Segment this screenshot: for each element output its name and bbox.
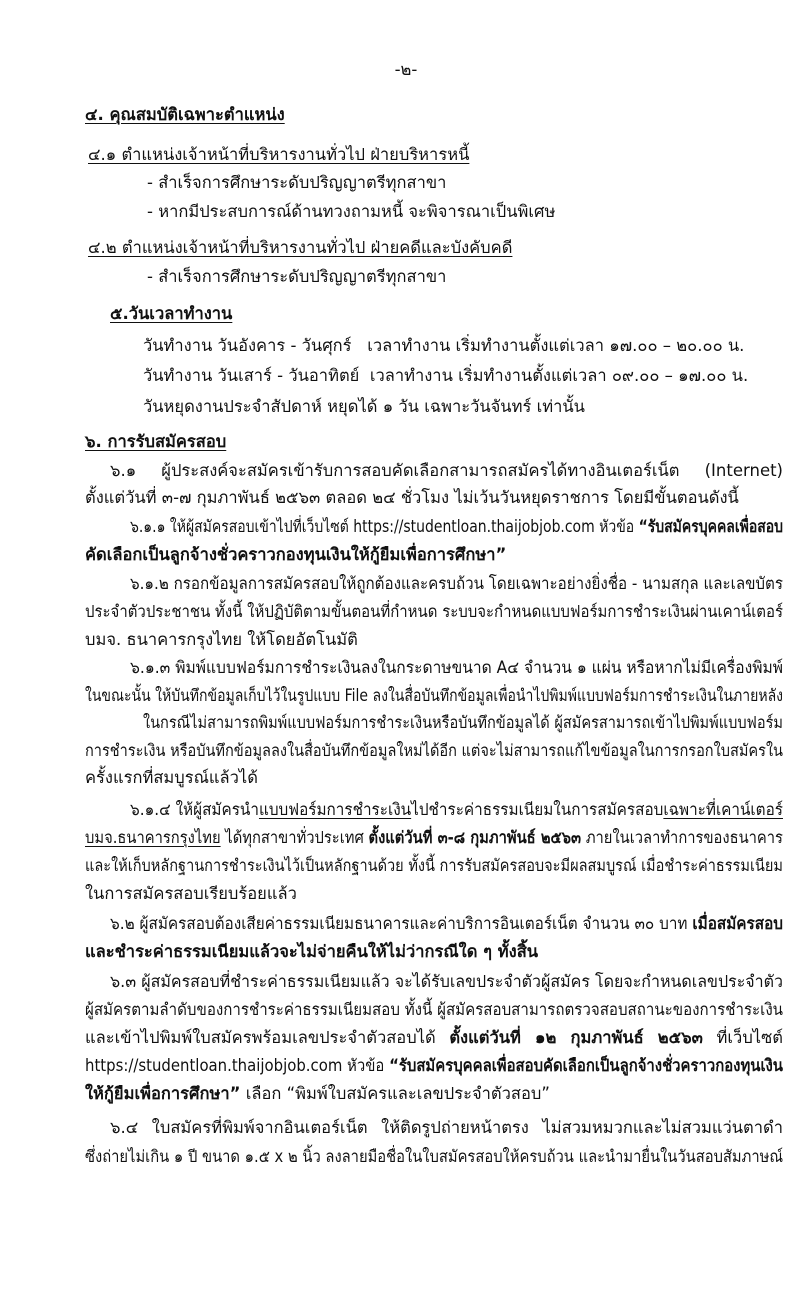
clause-6-4-line [85, 1143, 783, 1171]
clause-6-3-text: ผู้สมัครตามลำดับของการชำระค่าธรรมเนียมสอบ ทั้งนี้ ผู้สมัครสอบสามารถตรวจสอบสถานะของการชำระเงิน [85, 1000, 784, 1019]
step-6-1-3-text: ๖.๑.๓ พิมพ์แบบฟอร์มการชำระเงินลงในกระดาษขนาด A๔ จำนวน ๑ แผ่น หรือหากไม่มีเครื่องพิมพ์ [130, 658, 784, 677]
step-6-1-4-segment: ได้ทุกสาขาทั่วประเทศ [220, 828, 369, 847]
clause-6-3-text [85, 1080, 550, 1108]
step-6-1-1-line [85, 541, 783, 569]
page-number [366, 56, 446, 84]
step-6-1-3-note-text: การชำระเงิน หรือบันทึกข้อมูลลงในสื่อบันทึกข้อมูลใหม่ได้อีก แต่จะไม่สามารถแก้ไขข้อมูลในการกรอกใบสมัครใน [85, 741, 783, 760]
step-6-1-3-note-line [85, 764, 783, 792]
step-6-1-2-line [85, 626, 783, 654]
clause-6-4-line [110, 1114, 783, 1142]
clause-6-3-text [85, 1024, 783, 1052]
schedule-line [143, 393, 783, 421]
page-number-text: -๒- [394, 60, 418, 79]
step-6-1-3-text: ในขณะนั้น ให้บันทึกข้อมูลเก็บไว้ในรูปแบบ File ลงในสื่อบันทึกข้อมูลเพื่อนำไปพิมพ์แบบฟอร์มการชำระเงินในภายหลัง [85, 686, 784, 705]
clause-6-3-segment: และเข้าไปพิมพ์ใบสมัครพร้อมเลขประจำตัวสอบได้ [85, 1028, 450, 1047]
step-6-1-4-text: และให้เก็บหลักฐานการชำระเงินไว้เป็นหลักฐานด้วย ทั้งนี้ การรับสมัครสอบจะมีผลสมบูรณ์ เมื่อชำระค่าธรรมเนียม [85, 856, 783, 875]
qualification-item-text: - สำเร็จการศึกษาระดับปริญญาตรีทุกสาขา [147, 173, 447, 192]
schedule-line [143, 362, 783, 390]
clause-6-2-segment: ๖.๒ ผู้สมัครสอบต้องเสียค่าธรรมเนียมธนาคารและค่าบริการอินเตอร์เน็ต จำนวน ๓๐ บาท [110, 914, 693, 933]
step-6-1-3-line [130, 654, 783, 682]
step-6-1-3-note-text: ครั้งแรกที่สมบูรณ์แล้วได้ [85, 768, 258, 787]
clause-6-1-text: ตั้งแต่วันที่ ๓-๗ กุมภาพันธ์ ๒๕๖๓ ตลอด ๒๔ ชั่วโมง ไม่เว้นวันหยุดราชการ โดยมีขั้นตอนดังนี้ [85, 488, 739, 507]
clause-6-3-line [85, 1024, 783, 1052]
clause-6-1-line [85, 484, 783, 512]
step-6-1-3-note-text: ในกรณีไม่สามารถพิมพ์แบบฟอร์มการชำระเงินหรือบันทึกข้อมูลได้ ผู้สมัครสามารถเข้าไปพิมพ์แบบฟอร์ม [143, 713, 784, 732]
step-6-1-2-line [130, 570, 783, 598]
schedule-line [143, 332, 783, 360]
clause-6-3-line [110, 968, 783, 996]
step-6-1-2-text: บมจ. ธนาคารกรุงไทย ให้โดยอัตโนมัติ [85, 630, 358, 649]
bank-name-emphasis: บมจ.ธนาคารกรุงไทย [85, 828, 221, 847]
clause-6-3-segment: ที่เว็บไซต์ [702, 1028, 784, 1047]
clause-6-4-text: ซึ่งถ่ายไม่เกิน ๑ ปี ขนาด ๑.๕ x ๒ นิ้ว ลงลายมือชื่อในใบสมัครสอบให้ครบถ้วน และนำมายื่นในวันสอบสัมภาษณ์ [85, 1147, 784, 1166]
step-6-1-3-note-line [143, 709, 783, 737]
step-6-1-1-instruction: ๖.๑.๑ ให้ผู้สมัครสอบเข้าไปที่เว็บไซต์ https://studentloan.thaijobjob.com หัวข้อ [130, 517, 639, 536]
schedule-line-text: วันทำงาน วันเสาร์ - วันอาทิตย์ เวลาทำงาน เริ่มทำงานตั้งแต่เวลา ๐๙.๐๐ – ๑๗.๐๐ น. [143, 366, 749, 385]
clause-6-1-line [110, 457, 783, 485]
schedule-line-text: วันหยุดงานประจำสัปดาห์ หยุดได้ ๑ วัน เฉพาะวันจันทร์ เท่านั้น [143, 397, 585, 416]
section-5-heading [110, 300, 783, 328]
step-6-1-3-line [85, 682, 783, 710]
section-4-heading-text: ๔. คุณสมบัติเฉพาะตำแหน่ง [85, 105, 285, 124]
no-refund-emphasis: และชำระค่าธรรมเนียมแล้วจะไม่จ่ายคืนให้ไม่ว่ากรณีใด ๆ ทั้งสิ้น [85, 942, 539, 961]
clause-6-2-line [85, 938, 783, 966]
position-4-1-title-text: ๔.๑ ตำแหน่งเจ้าหน้าที่บริหารงานทั่วไป ฝ่ายบริหารหนี้ [88, 145, 470, 164]
clause-6-1-text: ๖.๑ ผู้ประสงค์จะสมัครเข้ารับการสอบคัดเลือกสามารถสมัครได้ทางอินเตอร์เน็ต (Internet) [110, 461, 783, 480]
counter-only-emphasis: เฉพาะที่เคาน์เตอร์ [663, 800, 783, 819]
step-6-1-1-line [130, 513, 783, 541]
step-6-1-4-text: ในการสมัครสอบเรียบร้อยแล้ว [85, 884, 297, 903]
topic-emphasis: “รับสมัครบุคคลเพื่อสอบคัดเลือกเป็นลูกจ้างชั่วคราวกองทุนเงิน [389, 1056, 783, 1075]
step-6-1-4-segment: ไปชำระค่าธรรมเนียมในการสมัครสอบ [411, 800, 664, 819]
position-4-2-title [88, 234, 783, 262]
step-6-1-4-line [85, 852, 783, 880]
section-4-heading [85, 101, 783, 129]
qualification-item-text: - หากมีประสบการณ์ด้านทวงถามหนี้ จะพิจารณาเป็นพิเศษ [147, 202, 556, 221]
step-6-1-2-text: ๖.๑.๒ กรอกข้อมูลการสมัครสอบให้ถูกต้องและครบถ้วน โดยเฉพาะอย่างยิ่งชื่อ - นามสกุล และเลขบัตร [130, 574, 784, 593]
step-6-1-4-text [85, 824, 783, 852]
step-6-1-4-segment: ๖.๑.๔ ให้ผู้สมัครนำ [130, 800, 259, 819]
schedule-line-text: วันทำงาน วันอังคาร - วันศุกร์ เวลาทำงาน เริ่มทำงานตั้งแต่เวลา ๑๗.๐๐ – ๒๐.๐๐ น. [143, 336, 745, 355]
step-6-1-3-note-line [85, 737, 783, 765]
qualification-item [147, 169, 783, 197]
clause-6-3-text: ๖.๓ ผู้สมัครสอบที่ชำระค่าธรรมเนียมแล้ว จะได้รับเลขประจำตัวผู้สมัคร โดยจะกำหนดเลขประจำตัว [110, 972, 783, 991]
step-6-1-4-line [85, 880, 783, 908]
clause-6-3-text [85, 1052, 783, 1080]
step-6-1-1-text [130, 513, 783, 541]
section-6-heading [85, 428, 783, 456]
step-6-1-2-line [85, 598, 783, 626]
step-6-1-4-segment: ภายในเวลาทำการของธนาคาร [581, 828, 783, 847]
qualification-item [147, 198, 783, 226]
position-4-1-title [88, 141, 783, 169]
print-date-emphasis: ตั้งแต่วันที่ ๑๒ กุมภาพันธ์ ๒๕๖๓ [449, 1028, 703, 1047]
clause-6-3-segment: เลือก “พิมพ์ใบสมัครและเลขประจำตัวสอบ” [240, 1084, 550, 1103]
clause-6-3-segment: https://studentloan.thaijobjob.com หัวข้อ [85, 1056, 390, 1075]
step-6-1-4-line [85, 824, 783, 852]
step-6-1-4-line [130, 796, 783, 824]
clause-6-3-line [85, 1052, 783, 1080]
qualification-item [147, 263, 783, 291]
step-6-1-1-topic: คัดเลือกเป็นลูกจ้างชั่วคราวกองทุนเงินให้กู้ยืมเพื่อการศึกษา” [85, 545, 507, 564]
qualification-item-text: - สำเร็จการศึกษาระดับปริญญาตรีทุกสาขา [147, 267, 447, 286]
payment-period-emphasis: ตั้งแต่วันที่ ๓-๘ กุมภาพันธ์ ๒๕๖๓ [368, 828, 582, 847]
clause-6-4-text: ๖.๔ ใบสมัครที่พิมพ์จากอินเตอร์เน็ต ให้ติดรูปถ่ายหน้าตรง ไม่สวมหมวกและไม่สวมแว่นตาดำ [110, 1118, 783, 1137]
step-6-1-1-topic: “รับสมัครบุคคลเพื่อสอบ [638, 517, 784, 536]
clause-6-3-line [85, 1080, 783, 1108]
clause-6-3-line [85, 996, 783, 1024]
position-4-2-title-text: ๔.๒ ตำแหน่งเจ้าหน้าที่บริหารงานทั่วไป ฝ่ายคดีและบังคับคดี [88, 238, 513, 257]
section-6-heading-text: ๖. การรับสมัครสอบ [85, 432, 227, 451]
step-6-1-2-text: ประจำตัวประชาชน ทั้งนี้ ให้ปฏิบัติตามขั้นตอนที่กำหนด ระบบจะกำหนดแบบฟอร์มการชำระเงินผ่านเคาน์เตอร์ [85, 602, 784, 621]
clause-6-2-line [110, 910, 783, 938]
payment-form-emphasis: แบบฟอร์มการชำระเงิน [258, 800, 412, 819]
section-5-heading-text: ๕.วันเวลาทำงาน [110, 304, 233, 323]
topic-emphasis: ให้กู้ยืมเพื่อการศึกษา” [85, 1084, 241, 1103]
clause-6-2-text [110, 910, 783, 938]
step-6-1-4-text [130, 796, 783, 824]
no-refund-emphasis: เมื่อสมัครสอบ [692, 914, 784, 933]
